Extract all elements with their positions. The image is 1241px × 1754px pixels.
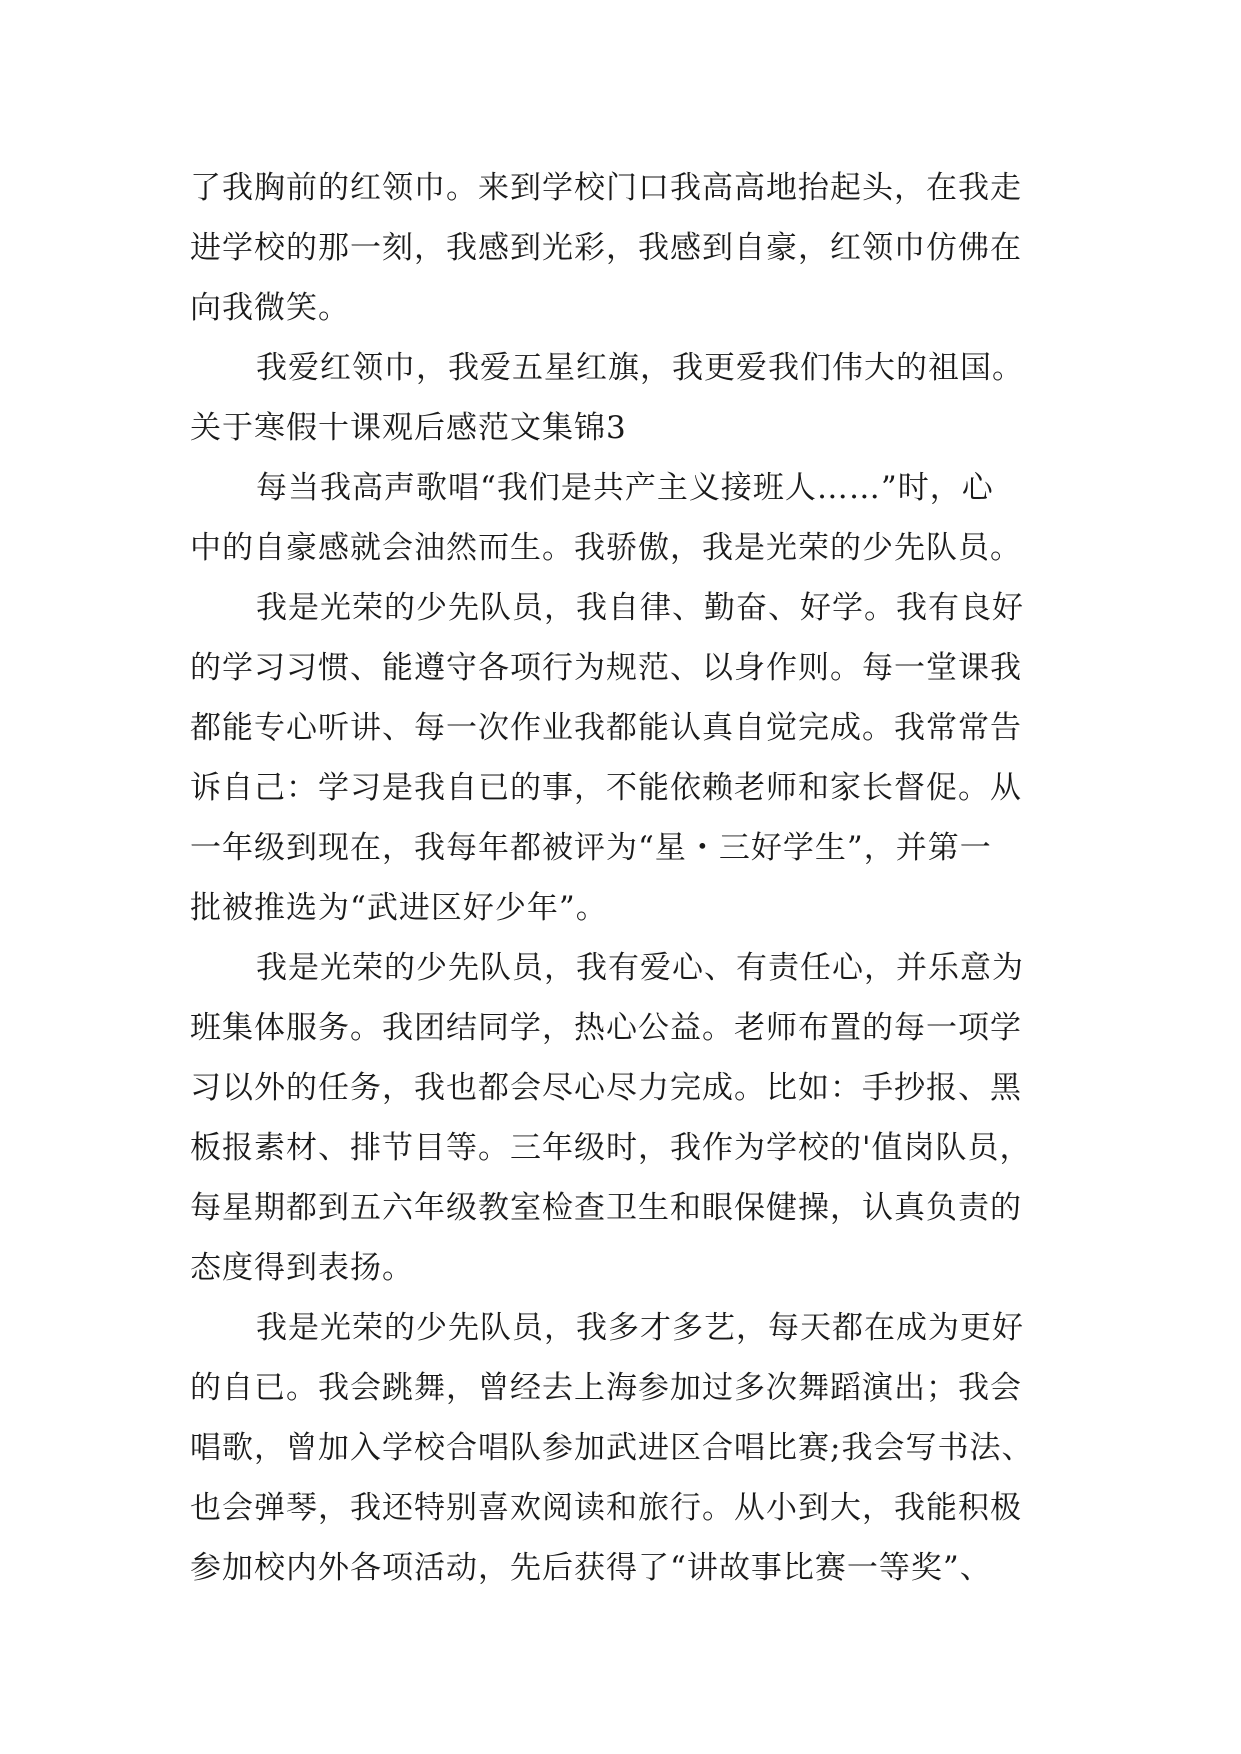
text-line: 的自已。我会跳舞，曾经去上海参加过多次舞蹈演出；我会	[190, 1370, 1022, 1406]
paragraph-first-line: 每当我高声歌唱“我们是共产主义接班人……”时，心	[256, 470, 994, 506]
text-line: 一年级到现在，我每年都被评为“星・三好学生”，并第一	[190, 830, 992, 866]
text-line: 向我微笑。	[190, 290, 350, 326]
text-line: 诉自己：学习是我自已的事，不能依赖老师和家长督促。从	[190, 770, 1022, 806]
text-line: 了我胸前的红领巾。来到学校门口我高高地抬起头，在我走	[190, 170, 1022, 206]
text-line: 班集体服务。我团结同学，热心公益。老师布置的每一项学	[190, 1010, 1022, 1046]
text-line: 都能专心听讲、每一次作业我都能认真自觉完成。我常常告	[190, 710, 1022, 746]
text-line: 每星期都到五六年级教室检查卫生和眼保健操，认真负责的	[190, 1190, 1022, 1226]
text-line: 的学习习惯、能遵守各项行为规范、以身作则。每一堂课我	[190, 650, 1022, 686]
text-line: 进学校的那一刻，我感到光彩，我感到自豪，红领巾仿佛在	[190, 230, 1022, 266]
document-body	[190, 158, 1070, 1598]
text-line: 态度得到表扬。	[190, 1250, 414, 1286]
text-line: 唱歌，曾加入学校合唱队参加武进区合唱比赛;我会写书法、	[190, 1430, 1034, 1466]
text-line: 中的自豪感就会油然而生。我骄傲，我是光荣的少先队员。	[190, 530, 1022, 566]
paragraph-first-line: 我是光荣的少先队员，我多才多艺，每天都在成为更好	[256, 1310, 1024, 1346]
text-line: 也会弹琴，我还特别喜欢阅读和旅行。从小到大，我能积极	[190, 1490, 1022, 1526]
text-line: 参加校内外各项活动，先后获得了“讲故事比赛一等奖”、	[190, 1550, 992, 1586]
paragraph-first-line: 我是光荣的少先队员，我自律、勤奋、好学。我有良好	[256, 590, 1024, 626]
text-line: 习以外的任务，我也都会尽心尽力完成。比如：手抄报、黑	[190, 1070, 1022, 1106]
paragraph-first-line: 我是光荣的少先队员，我有爱心、有责任心，并乐意为	[256, 950, 1024, 986]
text-line: 批被推选为“武进区好少年”。	[190, 890, 608, 926]
paragraph-first-line: 我爱红领巾，我爱五星红旗，我更爱我们伟大的祖国。	[256, 350, 1024, 386]
text-line: 板报素材、排节目等。三年级时，我作为学校的'值岗队员，	[190, 1130, 1032, 1166]
section-heading: 关于寒假十课观后感范文集锦3	[190, 410, 627, 446]
